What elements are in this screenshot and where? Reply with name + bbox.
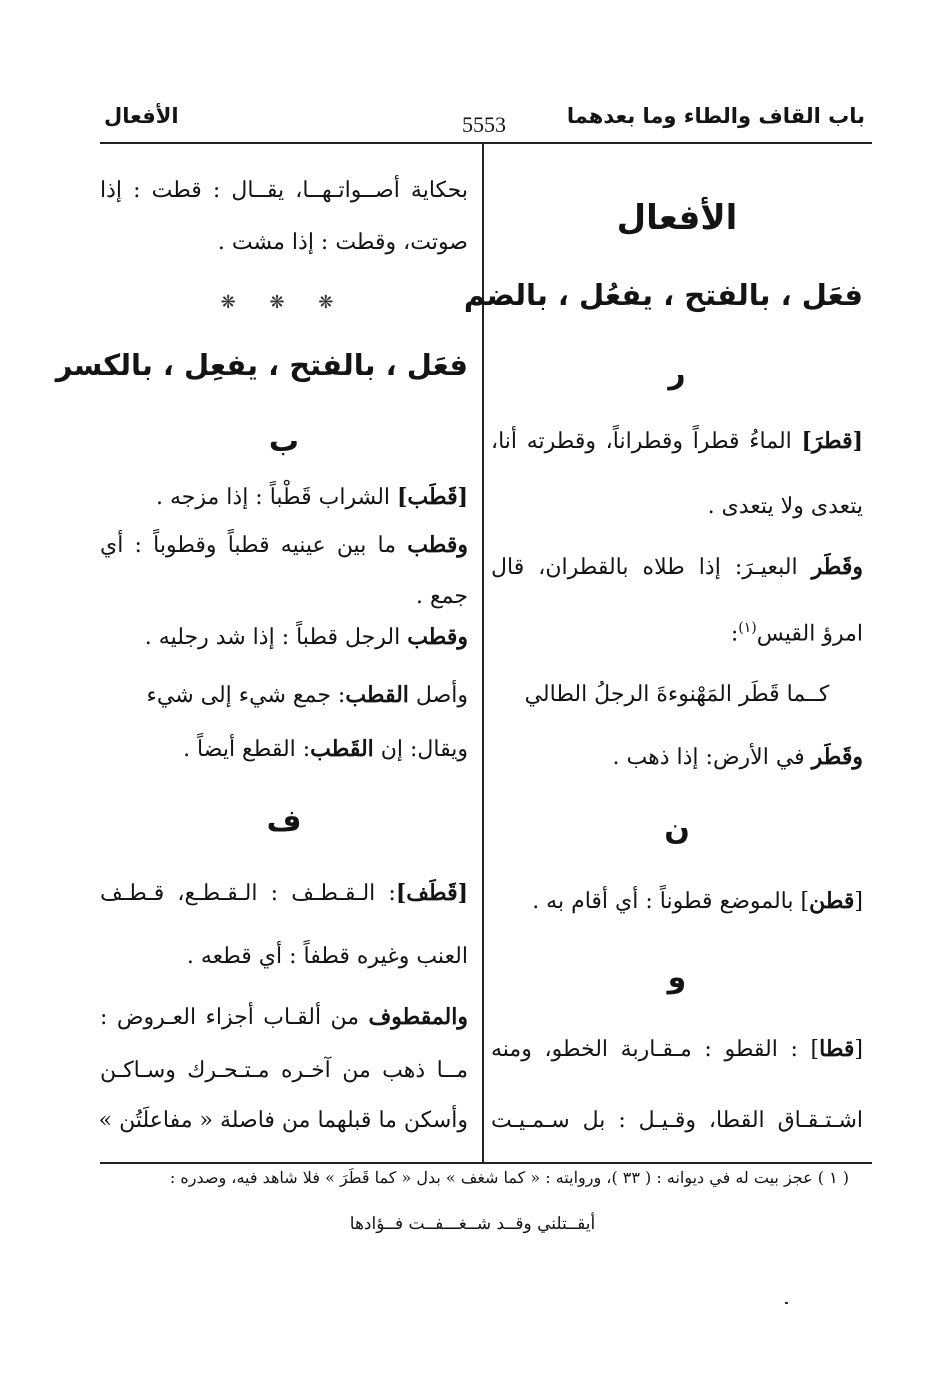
entry-qutb-origin xyxy=(147,682,468,709)
poet-name: امرؤ القيس xyxy=(756,621,863,647)
entry-text: ويقال: إن xyxy=(373,737,468,762)
headword: [قَطَب] xyxy=(397,484,468,510)
entry-line: صوتت، وقطت : إذا مشت . xyxy=(217,230,468,255)
entry-qata xyxy=(491,1036,863,1063)
headword: وقطب xyxy=(407,624,468,650)
entry-line: اشـتـقـاق القطا، وقـيـل : بل سـمـيـت xyxy=(491,1108,863,1133)
entry-qataf xyxy=(100,880,468,907)
entry-qatab xyxy=(156,484,468,511)
footnote-rule xyxy=(100,1162,872,1164)
entry-qatb xyxy=(183,736,468,763)
root-letter-b: ب xyxy=(268,424,300,459)
entry-text: البعيـرَ: إذا طلاه بالقطران، قال xyxy=(491,555,812,580)
footnote-ref: (١) xyxy=(738,620,757,636)
header-rule xyxy=(100,142,872,144)
entry-line: العنب وغيره قطفاً : أي قطعه . xyxy=(186,944,468,969)
entry-line: وأسكن ما قبلهما من فاصلة « مفاعلَتُن » xyxy=(98,1108,468,1133)
headword: القطب xyxy=(345,682,409,708)
headword: قطا xyxy=(819,1036,855,1062)
entry-qatab-eyes xyxy=(100,532,468,559)
entry-line: يتعدى ولا يتعدى . xyxy=(707,494,863,519)
root-letter-n: ن xyxy=(664,812,690,847)
colon: : xyxy=(730,621,739,647)
entry-text: : جمع شيء إلى شيء xyxy=(146,683,346,708)
verse-quote: كــما قَطَر المَهْنوءةَ الرجلُ الطالي xyxy=(524,682,830,707)
pattern-heading: فعَل ، بالفتح ، يفعِل ، بالكسر xyxy=(55,348,468,382)
running-header-chapter: باب القاف والطاء وما بعدهما xyxy=(566,104,865,128)
footnote-verse: أيقــتلني وقــد شــغـــفــت فــؤادها xyxy=(349,1214,596,1234)
headword: وقَطَر xyxy=(811,554,863,580)
root-letter-r: ر xyxy=(668,356,686,391)
headword: وقَطَر xyxy=(811,744,863,770)
entry-line xyxy=(731,620,863,648)
entry-qatar-land xyxy=(613,744,863,771)
running-header-section: الأفعال xyxy=(104,104,179,128)
entry-line: مــا ذهب من آخـره مـتـحـرك وسـاكـن xyxy=(100,1058,468,1083)
entry-text: ] بالموضع قطوناً : أي أقام به . xyxy=(532,889,810,914)
entry-line: جمع . xyxy=(415,584,468,609)
bracket: [ xyxy=(854,1037,863,1062)
entry-qatab-legs xyxy=(145,624,468,651)
entry-text: الشراب قَطْباً : إذا مزجه . xyxy=(156,485,398,510)
section-heading: الأفعال xyxy=(616,198,738,238)
footnote: ( ١ ) عجز بيت له في ديوانه : ( ٣٣ )، وروايته : « كما شغف » بدل « كما قَطَرَ » فلا شاهد فيه، وصدره : xyxy=(169,1168,849,1187)
bracket: [ xyxy=(854,889,863,914)
entry-qatar-camel xyxy=(491,554,863,581)
entry-text: ما بين عينيه قطباً وقطوباً : أي xyxy=(100,533,408,558)
headword: وقطب xyxy=(407,532,468,558)
entry-line: بحكاية أصــواتـهــا، يقــال : قطت : إذا xyxy=(100,178,468,203)
entry-qatan xyxy=(532,888,863,915)
headword: [قَطَف] xyxy=(395,880,468,906)
entry-text: وأصل xyxy=(408,683,468,708)
entry-maqtuf xyxy=(100,1004,468,1031)
entry-text: في الأرض: إذا ذهب . xyxy=(612,745,812,770)
page-number: 5553 xyxy=(462,112,506,137)
entry-text: : الـقـطـف : الـقـطـع، قـطـف xyxy=(100,881,396,906)
headword: والمقطوف xyxy=(368,1004,468,1030)
print-speck xyxy=(785,1302,788,1304)
entry-text: : القطع أيضاً . xyxy=(183,737,311,762)
entry-text: الرجل قطباً : إذا شد رجليه . xyxy=(144,625,408,650)
section-separator: ❋ ❋ ❋ xyxy=(220,292,348,313)
headword: [قطرَ] xyxy=(801,428,863,454)
pattern-heading: فعَل ، بالفتح ، يفعُل ، بالضم xyxy=(463,278,863,312)
entry-text: من ألقـاب أجزاء العـروض : xyxy=(100,1005,369,1030)
headword: قطن xyxy=(809,888,855,914)
root-letter-w: و xyxy=(667,960,687,995)
root-letter-f: ف xyxy=(266,804,302,839)
entry-text: الماءُ قطراً وقطراناً، وقطرته أنا، xyxy=(491,429,802,454)
headword: القَطب xyxy=(310,736,374,762)
entry-text: ] : القطو : مـقـاربة الخطو، ومنه xyxy=(491,1037,820,1062)
entry-qatar xyxy=(491,428,863,455)
